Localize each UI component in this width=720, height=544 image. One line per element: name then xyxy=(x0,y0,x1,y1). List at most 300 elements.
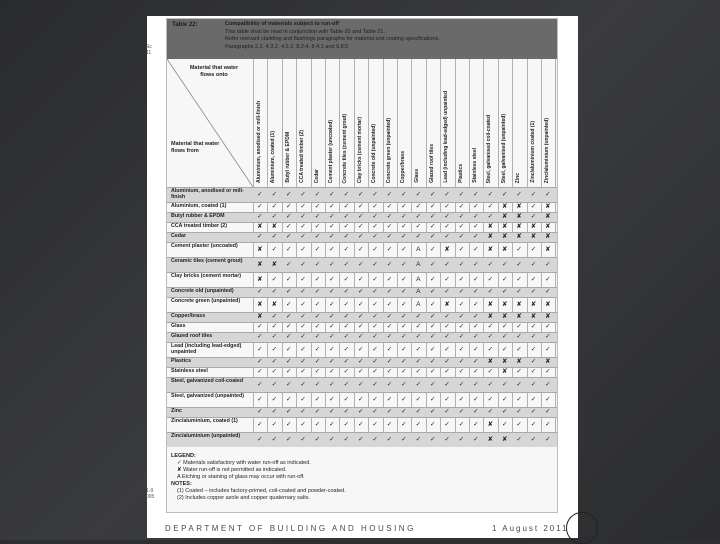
row-divider xyxy=(167,357,557,358)
table-cell: ✓ xyxy=(271,408,278,415)
row-label: Glazed roof tiles xyxy=(171,333,213,339)
table-cell: ✓ xyxy=(516,288,522,295)
table-cell: ✓ xyxy=(372,396,378,403)
table-cell: ✓ xyxy=(429,288,436,295)
table-cell: ✓ xyxy=(487,323,494,330)
table-cell: A xyxy=(416,246,421,253)
table-cell: ✓ xyxy=(357,276,364,283)
table-cell: ✓ xyxy=(314,396,321,403)
table-cell: ✓ xyxy=(444,346,450,353)
table-cell: ✓ xyxy=(329,288,335,295)
table-cell: ✓ xyxy=(415,346,422,353)
table-cell: ✓ xyxy=(415,381,422,388)
table-cell: ✓ xyxy=(458,381,465,388)
table-cell: ✓ xyxy=(473,233,479,240)
table-cell: ✓ xyxy=(357,246,364,253)
table-cell: ✓ xyxy=(429,346,436,353)
legend-item-tick: ✓ Materials satisfactory with water run-off as indicated. xyxy=(177,460,311,466)
table-cell: ✓ xyxy=(458,396,465,403)
table-cell: ✓ xyxy=(343,233,350,240)
table-cell: ✓ xyxy=(473,246,479,253)
table-cell: ✓ xyxy=(501,323,508,330)
table-cell: ✓ xyxy=(343,436,350,443)
table-cell: ✓ xyxy=(516,396,522,403)
footer-date: 1 August 2011 xyxy=(492,524,569,533)
row-label: Lead (including lead-edged) unpainted xyxy=(171,343,242,356)
table-cell: ✓ xyxy=(516,381,522,388)
row-divider xyxy=(167,407,557,408)
table-cell: ✓ xyxy=(530,346,537,353)
table-cell: ✓ xyxy=(285,346,292,353)
column-header xyxy=(325,61,337,187)
row-divider xyxy=(167,367,557,368)
table-cell: ✓ xyxy=(487,368,494,375)
table-cell: ✓ xyxy=(429,408,436,415)
table-cell: ✓ xyxy=(271,421,278,428)
table-cell: A xyxy=(416,276,421,283)
table-cell: ✓ xyxy=(285,368,292,375)
table-cell: ✘ xyxy=(530,223,537,230)
table-cell: ✓ xyxy=(285,191,292,198)
legend-item-cross: ✘ Water run-off is not permitted as indicated. xyxy=(177,467,287,473)
row-divider xyxy=(167,392,557,393)
table-cell: ✓ xyxy=(458,191,465,198)
table-cell: ✓ xyxy=(444,288,450,295)
table-cell: ✓ xyxy=(545,191,551,198)
table-row xyxy=(167,367,557,377)
table-cell: ✓ xyxy=(473,261,479,268)
table-cell: ✓ xyxy=(257,288,263,295)
table-cell: ✓ xyxy=(271,313,278,320)
table-cell: ✓ xyxy=(444,396,450,403)
row-label: Glass xyxy=(171,323,186,329)
table-cell: ✓ xyxy=(314,346,321,353)
table-cell: ✘ xyxy=(516,213,522,220)
row-divider xyxy=(167,202,557,203)
table-cell: ✓ xyxy=(429,223,436,230)
table-cell: ✓ xyxy=(271,396,278,403)
table-cell: ✓ xyxy=(314,333,321,340)
row-divider xyxy=(167,222,557,223)
table-cell: ✓ xyxy=(401,276,407,283)
table-cell: ✓ xyxy=(458,261,465,268)
table-cell: ✓ xyxy=(458,408,465,415)
table-cell: ✘ xyxy=(545,213,551,220)
table-cell: ✓ xyxy=(271,233,278,240)
table-cell: ✓ xyxy=(372,333,378,340)
table-cell: ✓ xyxy=(458,276,465,283)
table-cell: ✓ xyxy=(386,203,393,210)
table-cell: ✓ xyxy=(372,288,378,295)
legend-title: LEGEND: xyxy=(171,453,196,459)
table-cell: ✓ xyxy=(300,333,306,340)
column-header xyxy=(383,61,395,187)
column-header xyxy=(339,61,351,187)
table-cell: ✓ xyxy=(386,261,393,268)
table-cell: ✓ xyxy=(300,223,306,230)
table-cell: ✓ xyxy=(530,261,537,268)
table-cell: ✓ xyxy=(300,213,306,220)
table-cell: ✓ xyxy=(257,346,263,353)
column-header xyxy=(455,61,467,187)
table-cell: ✓ xyxy=(343,333,350,340)
table-cell: ✓ xyxy=(429,368,436,375)
table-cell: ✓ xyxy=(429,421,436,428)
column-header-label: Zinc/aluminium (unpainted) xyxy=(544,117,550,183)
table-cell: ✓ xyxy=(401,421,407,428)
table-subtitle-3: Paragraphs 2.2, 4.3.2, 4.5.2, 8.2.4, 8.4.1 and 9.8.5 xyxy=(225,43,349,50)
table-cell: ✓ xyxy=(401,213,407,220)
table-cell: ✓ xyxy=(357,233,364,240)
table-cell: ✓ xyxy=(357,333,364,340)
table-cell: ✓ xyxy=(530,421,537,428)
table-cell: ✓ xyxy=(329,276,335,283)
table-cell: ✓ xyxy=(372,368,378,375)
table-cell: ✓ xyxy=(429,203,436,210)
table-cell: ✓ xyxy=(429,213,436,220)
corner-arc-decoration xyxy=(566,512,598,544)
table-cell: ✓ xyxy=(429,261,436,268)
table-cell: ✘ xyxy=(530,301,537,308)
row-label: Concrete green (unpainted) xyxy=(171,298,241,304)
table-cell: ✓ xyxy=(530,203,537,210)
table-cell: ✓ xyxy=(314,421,321,428)
table-cell: ✓ xyxy=(386,191,393,198)
table-cell: ✓ xyxy=(271,191,278,198)
table-row xyxy=(167,187,557,202)
table-cell: ✓ xyxy=(386,223,393,230)
table-cell: ✓ xyxy=(314,246,321,253)
table-cell: ✓ xyxy=(343,261,350,268)
table-cell: ✓ xyxy=(401,396,407,403)
table-cell: ✓ xyxy=(343,246,350,253)
table-cell: ✓ xyxy=(257,191,263,198)
table-cell: ✓ xyxy=(357,313,364,320)
table-subtitle-1: This table shall be read in conjunction with Table 20 and Table 21. xyxy=(225,28,386,35)
table-cell: ✓ xyxy=(257,381,263,388)
table-cell: ✓ xyxy=(329,346,335,353)
column-header xyxy=(267,61,279,187)
table-cell: ✓ xyxy=(357,421,364,428)
row-divider xyxy=(167,212,557,213)
table-cell: ✓ xyxy=(516,333,522,340)
table-cell: ✓ xyxy=(444,436,450,443)
column-header xyxy=(368,61,380,187)
table-cell: ✓ xyxy=(285,246,292,253)
table-cell: ✓ xyxy=(415,368,422,375)
column-header xyxy=(354,61,366,187)
table-cell: ✓ xyxy=(343,313,350,320)
table-cell: ✘ xyxy=(516,313,522,320)
table-cell: ✓ xyxy=(501,261,508,268)
row-label: Butyl rubber & EPDM xyxy=(171,213,225,219)
table-cell: ✓ xyxy=(357,261,364,268)
row-label: Aluminium, anodised or mill-finish xyxy=(171,188,244,201)
column-header-label: Concrete tiles (cement grout) xyxy=(342,113,349,183)
table-cell: ✓ xyxy=(429,246,436,253)
table-cell: ✓ xyxy=(444,421,450,428)
table-cell: ✓ xyxy=(487,346,494,353)
table-cell: ✓ xyxy=(372,191,378,198)
table-cell: ✓ xyxy=(343,223,350,230)
table-cell: ✓ xyxy=(300,191,306,198)
table-cell: ✓ xyxy=(285,288,292,295)
table-cell: ✓ xyxy=(314,358,321,365)
table-cell: ✓ xyxy=(473,276,479,283)
legend-item-a: A Etching or staining of glass may occur with run-off. xyxy=(177,474,305,480)
row-divider xyxy=(167,332,557,333)
row-label: Clay bricks (cement mortar) xyxy=(171,273,242,279)
table-cell: ✓ xyxy=(314,223,321,230)
table-cell: ✓ xyxy=(372,213,378,220)
table-cell: ✓ xyxy=(386,246,393,253)
table-cell: ✓ xyxy=(501,288,508,295)
table-cell: ✓ xyxy=(329,323,335,330)
table-cell: ✓ xyxy=(401,313,407,320)
table-cell: ✓ xyxy=(357,381,364,388)
table-row xyxy=(167,242,557,257)
table-cell: ✓ xyxy=(314,313,321,320)
table-cell: ✓ xyxy=(271,436,278,443)
table-cell: ✘ xyxy=(501,368,508,375)
column-header-label: Lead (including lead-edged) unpainted xyxy=(443,91,450,183)
table-cell: ✓ xyxy=(415,396,422,403)
row-label: Copper/brass xyxy=(171,313,206,319)
table-cell: ✓ xyxy=(473,368,479,375)
table-cell: ✓ xyxy=(458,223,465,230)
table-cell: ✓ xyxy=(343,396,350,403)
table-cell: ✓ xyxy=(429,396,436,403)
table-cell: ✓ xyxy=(401,223,407,230)
table-cell: ✓ xyxy=(487,213,494,220)
table-cell: ✓ xyxy=(271,288,278,295)
table-cell: ✓ xyxy=(357,346,364,353)
table-row xyxy=(167,357,557,367)
table-cell: ✓ xyxy=(415,333,422,340)
table-cell: ✓ xyxy=(530,408,537,415)
column-header xyxy=(311,61,323,187)
table-cell: ✓ xyxy=(357,213,364,220)
table-cell: ✓ xyxy=(429,233,436,240)
table-cell: ✘ xyxy=(487,246,494,253)
table-cell: ✓ xyxy=(444,191,450,198)
table-cell: ✓ xyxy=(386,313,393,320)
table-cell: ✓ xyxy=(285,261,292,268)
table-cell: ✘ xyxy=(516,223,522,230)
table-cell: ✓ xyxy=(516,346,522,353)
table-cell: ✓ xyxy=(271,333,278,340)
table-cell: ✓ xyxy=(257,333,263,340)
table-cell: ✓ xyxy=(300,346,306,353)
table-cell: ✓ xyxy=(271,358,278,365)
row-label: Zinc xyxy=(171,408,182,414)
table-cell: ✘ xyxy=(516,233,522,240)
table-cell: ✓ xyxy=(300,436,306,443)
table-cell: ✓ xyxy=(530,276,537,283)
table-cell: ✓ xyxy=(300,233,306,240)
table-cell: ✓ xyxy=(545,396,551,403)
column-header-label: Aluminium, anodised or mill-finish xyxy=(256,101,262,183)
table-cell: ✓ xyxy=(444,233,450,240)
table-cell: ✓ xyxy=(372,233,378,240)
table-cell: ✓ xyxy=(329,436,335,443)
table-cell: ✓ xyxy=(487,288,494,295)
table-cell: ✓ xyxy=(487,381,494,388)
table-cell: ✓ xyxy=(444,276,450,283)
table-cell: ✓ xyxy=(300,276,306,283)
table-cell: ✘ xyxy=(516,301,522,308)
table-cell: A xyxy=(416,288,421,295)
table-cell: ✓ xyxy=(545,436,551,443)
row-label: Aluminium, coated (1) xyxy=(171,203,227,209)
table-cell: ✓ xyxy=(473,313,479,320)
table-row xyxy=(167,332,557,342)
column-header xyxy=(541,61,553,187)
table-cell: ✓ xyxy=(386,408,393,415)
table-number: Table 22: xyxy=(172,22,198,28)
table-cell: ✘ xyxy=(545,233,551,240)
table-cell: ✓ xyxy=(257,436,263,443)
table-cell: ✓ xyxy=(329,301,335,308)
note-1: (1) Coated – includes factory-primed, coil-coated and powder-coated. xyxy=(177,488,346,494)
table-cell: ✘ xyxy=(501,301,508,308)
table-cell: ✓ xyxy=(372,276,378,283)
table-cell: ✘ xyxy=(257,223,263,230)
table-cell: ✓ xyxy=(530,381,537,388)
table-cell: ✓ xyxy=(300,396,306,403)
table-row xyxy=(167,272,557,287)
table-cell: ✓ xyxy=(458,213,465,220)
table-cell: ✓ xyxy=(487,396,494,403)
table-cell: ✓ xyxy=(444,323,450,330)
table-cell: ✓ xyxy=(429,381,436,388)
table-cell: ✓ xyxy=(300,368,306,375)
table-cell: ✓ xyxy=(386,323,393,330)
row-label: CCA treated timber (2) xyxy=(171,223,228,229)
table-row xyxy=(167,202,557,212)
table-cell: ✓ xyxy=(372,203,378,210)
table-cell: ✘ xyxy=(257,313,263,320)
table-cell: ✓ xyxy=(343,288,350,295)
table-cell: ✓ xyxy=(401,323,407,330)
table-row xyxy=(167,287,557,297)
table-cell: ✓ xyxy=(329,358,335,365)
row-divider xyxy=(167,417,557,418)
table-cell: ✓ xyxy=(314,301,321,308)
table-cell: ✘ xyxy=(530,233,537,240)
table-cell: ✓ xyxy=(444,333,450,340)
table-cell: ✘ xyxy=(257,301,263,308)
table-cell: ✘ xyxy=(487,358,494,365)
table-cell: ✓ xyxy=(516,368,522,375)
table-cell: ✓ xyxy=(343,301,350,308)
table-cell: ✓ xyxy=(458,368,465,375)
row-label: Zinc/aluminium, coated (1) xyxy=(171,418,238,424)
column-header-label: CCA treated timber (2) xyxy=(299,130,306,183)
table-cell: ✘ xyxy=(271,223,278,230)
table-cell: ✓ xyxy=(401,301,407,308)
row-label: Zinc/aluminium (unpainted) xyxy=(171,433,241,439)
table-cell: ✓ xyxy=(429,191,436,198)
table-cell: ✓ xyxy=(473,396,479,403)
table-cell: ✓ xyxy=(329,213,335,220)
row-label: Steel, galvanized (unpainted) xyxy=(171,393,244,399)
table-cell: ✓ xyxy=(401,288,407,295)
table-cell: ✓ xyxy=(386,301,393,308)
table-cell: ✘ xyxy=(545,223,551,230)
table-cell: ✓ xyxy=(530,368,537,375)
table-cell: ✘ xyxy=(501,246,508,253)
table-cell: ✓ xyxy=(285,333,292,340)
table-cell: ✓ xyxy=(372,346,378,353)
table-cell: ✓ xyxy=(300,408,306,415)
column-header-label: Zinc/aluminium coated (1) xyxy=(529,121,536,183)
table-cell: A xyxy=(416,261,421,268)
corner-label-onto: Material that water flows onto xyxy=(189,65,239,78)
row-divider xyxy=(167,272,557,273)
column-header xyxy=(253,61,265,187)
table-cell: ✘ xyxy=(530,313,537,320)
table-cell: ✘ xyxy=(487,421,494,428)
table-cell: ✓ xyxy=(473,223,479,230)
column-header-label: Butyl rubber & EPDM xyxy=(284,132,291,183)
table-cell: ✘ xyxy=(545,313,551,320)
table-cell: ✓ xyxy=(501,381,508,388)
table-cell: ✓ xyxy=(401,436,407,443)
table-cell: ✓ xyxy=(285,421,292,428)
table-cell: ✘ xyxy=(501,203,508,210)
table-cell: ✓ xyxy=(329,261,335,268)
table-cell: ✓ xyxy=(487,276,494,283)
table-cell: ✓ xyxy=(516,421,522,428)
column-header-label: Zinc xyxy=(515,172,522,183)
table-cell: ✓ xyxy=(386,381,393,388)
table-cell: ✓ xyxy=(357,436,364,443)
column-header-label: Stainless steel xyxy=(472,148,478,183)
table-cell: ✓ xyxy=(329,333,335,340)
table-cell: ✓ xyxy=(401,346,407,353)
table-cell: ✓ xyxy=(545,346,551,353)
table-cell: ✘ xyxy=(545,358,551,365)
table-cell: ✓ xyxy=(357,203,364,210)
table-row xyxy=(167,322,557,332)
table-cell: ✓ xyxy=(257,203,263,210)
table-row xyxy=(167,257,557,272)
table-cell: ✓ xyxy=(343,276,350,283)
table-cell: ✓ xyxy=(257,213,263,220)
table-cell: ✘ xyxy=(545,203,551,210)
table-cell: ✓ xyxy=(357,358,364,365)
table-cell: ✓ xyxy=(415,223,422,230)
table-cell: ✓ xyxy=(357,368,364,375)
table-cell: ✓ xyxy=(458,346,465,353)
table-cell: ✓ xyxy=(386,288,393,295)
table-cell: ✓ xyxy=(357,408,364,415)
table-cell: ✓ xyxy=(545,288,551,295)
table-cell: ✓ xyxy=(386,213,393,220)
table-row xyxy=(167,392,557,407)
table-cell: ✓ xyxy=(300,358,306,365)
table-cell: ✓ xyxy=(516,323,522,330)
table-title: Compatibility of materials subject to run-off xyxy=(225,21,339,27)
table-cell: ✓ xyxy=(530,323,537,330)
table-cell: ✓ xyxy=(429,333,436,340)
row-label: Plastics xyxy=(171,358,192,364)
table-cell: ✓ xyxy=(516,436,522,443)
table-cell: ✓ xyxy=(386,333,393,340)
table-cell: ✓ xyxy=(473,213,479,220)
table-cell: ✓ xyxy=(343,191,350,198)
